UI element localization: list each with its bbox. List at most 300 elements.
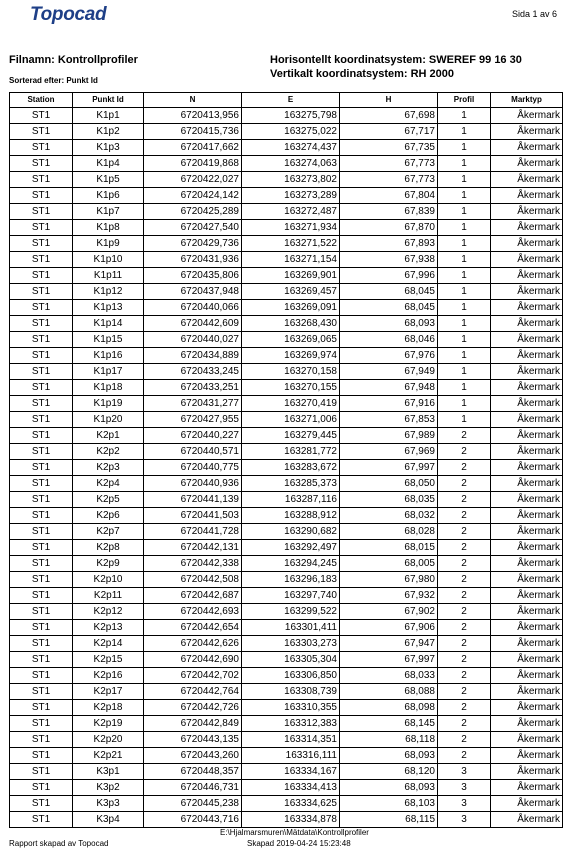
station-cell: ST1 bbox=[10, 332, 73, 348]
station-cell: ST1 bbox=[10, 380, 73, 396]
ground-type-cell: Åkermark bbox=[491, 540, 563, 556]
h-cell: 67,839 bbox=[340, 204, 438, 220]
ground-type-cell: Åkermark bbox=[491, 156, 563, 172]
n-cell: 6720442,131 bbox=[144, 540, 242, 556]
n-cell: 6720443,260 bbox=[144, 748, 242, 764]
ground-type-cell: Åkermark bbox=[491, 604, 563, 620]
table-row bbox=[10, 508, 563, 524]
station-cell: ST1 bbox=[10, 124, 73, 140]
h-cell: 67,893 bbox=[340, 236, 438, 252]
profile-cell: 2 bbox=[438, 652, 491, 668]
profile-cell: 3 bbox=[438, 764, 491, 780]
e-cell: 163316,111 bbox=[242, 748, 340, 764]
n-cell: 6720431,936 bbox=[144, 252, 242, 268]
e-cell: 163275,022 bbox=[242, 124, 340, 140]
e-cell: 163272,487 bbox=[242, 204, 340, 220]
point-id-cell: K2p21 bbox=[73, 748, 144, 764]
ground-type-cell: Åkermark bbox=[491, 444, 563, 460]
station-cell: ST1 bbox=[10, 668, 73, 684]
station-cell: ST1 bbox=[10, 764, 73, 780]
point-id-cell: K1p11 bbox=[73, 268, 144, 284]
ground-type-cell: Åkermark bbox=[491, 620, 563, 636]
point-id-cell: K1p17 bbox=[73, 364, 144, 380]
station-cell: ST1 bbox=[10, 156, 73, 172]
profile-cell: 1 bbox=[438, 316, 491, 332]
profile-cell: 1 bbox=[438, 412, 491, 428]
table-row bbox=[10, 348, 563, 364]
station-cell: ST1 bbox=[10, 300, 73, 316]
table-row bbox=[10, 412, 563, 428]
ground-type-cell: Åkermark bbox=[491, 380, 563, 396]
n-cell: 6720440,027 bbox=[144, 332, 242, 348]
table-row bbox=[10, 316, 563, 332]
h-cell: 68,005 bbox=[340, 556, 438, 572]
h-cell: 67,948 bbox=[340, 380, 438, 396]
station-cell: ST1 bbox=[10, 476, 73, 492]
table-row bbox=[10, 604, 563, 620]
h-cell: 67,853 bbox=[340, 412, 438, 428]
profile-cell: 2 bbox=[438, 604, 491, 620]
h-cell: 68,033 bbox=[340, 668, 438, 684]
n-cell: 6720442,849 bbox=[144, 716, 242, 732]
filename-label: Filnamn: Kontrollprofiler bbox=[9, 54, 138, 66]
point-id-cell: K2p1 bbox=[73, 428, 144, 444]
point-id-cell: K1p15 bbox=[73, 332, 144, 348]
n-cell: 6720442,626 bbox=[144, 636, 242, 652]
e-cell: 163270,155 bbox=[242, 380, 340, 396]
station-cell: ST1 bbox=[10, 508, 73, 524]
e-cell: 163308,739 bbox=[242, 684, 340, 700]
ground-type-cell: Åkermark bbox=[491, 236, 563, 252]
ground-type-cell: Åkermark bbox=[491, 780, 563, 796]
point-id-cell: K2p9 bbox=[73, 556, 144, 572]
profile-cell: 1 bbox=[438, 284, 491, 300]
profile-cell: 2 bbox=[438, 716, 491, 732]
station-cell: ST1 bbox=[10, 364, 73, 380]
point-id-cell: K3p2 bbox=[73, 780, 144, 796]
point-id-cell: K2p18 bbox=[73, 700, 144, 716]
station-cell: ST1 bbox=[10, 620, 73, 636]
n-cell: 6720441,503 bbox=[144, 508, 242, 524]
e-cell: 163271,006 bbox=[242, 412, 340, 428]
profile-cell: 2 bbox=[438, 508, 491, 524]
h-cell: 67,717 bbox=[340, 124, 438, 140]
point-id-cell: K1p10 bbox=[73, 252, 144, 268]
h-cell: 68,093 bbox=[340, 780, 438, 796]
h-cell: 68,035 bbox=[340, 492, 438, 508]
station-cell: ST1 bbox=[10, 780, 73, 796]
point-id-cell: K2p19 bbox=[73, 716, 144, 732]
point-id-cell: K2p6 bbox=[73, 508, 144, 524]
h-cell: 67,949 bbox=[340, 364, 438, 380]
station-cell: ST1 bbox=[10, 540, 73, 556]
station-cell: ST1 bbox=[10, 572, 73, 588]
table-body bbox=[10, 108, 563, 828]
station-cell: ST1 bbox=[10, 412, 73, 428]
ground-type-cell: Åkermark bbox=[491, 764, 563, 780]
profile-cell: 2 bbox=[438, 476, 491, 492]
point-id-cell: K2p14 bbox=[73, 636, 144, 652]
table-row bbox=[10, 476, 563, 492]
e-cell: 163283,672 bbox=[242, 460, 340, 476]
column-header-e: E bbox=[242, 93, 340, 108]
ground-type-cell: Åkermark bbox=[491, 316, 563, 332]
column-header-point-id: Punkt Id bbox=[73, 93, 144, 108]
station-cell: ST1 bbox=[10, 188, 73, 204]
n-cell: 6720433,251 bbox=[144, 380, 242, 396]
station-cell: ST1 bbox=[10, 748, 73, 764]
table-row bbox=[10, 732, 563, 748]
n-cell: 6720442,693 bbox=[144, 604, 242, 620]
point-id-cell: K2p15 bbox=[73, 652, 144, 668]
e-cell: 163269,091 bbox=[242, 300, 340, 316]
e-cell: 163274,437 bbox=[242, 140, 340, 156]
table-row bbox=[10, 540, 563, 556]
profile-cell: 2 bbox=[438, 444, 491, 460]
ground-type-cell: Åkermark bbox=[491, 652, 563, 668]
n-cell: 6720446,731 bbox=[144, 780, 242, 796]
profile-cell: 1 bbox=[438, 188, 491, 204]
table-row bbox=[10, 220, 563, 236]
n-cell: 6720448,357 bbox=[144, 764, 242, 780]
n-cell: 6720424,142 bbox=[144, 188, 242, 204]
profile-cell: 2 bbox=[438, 460, 491, 476]
h-cell: 68,046 bbox=[340, 332, 438, 348]
point-id-cell: K2p5 bbox=[73, 492, 144, 508]
table-row bbox=[10, 364, 563, 380]
table-row bbox=[10, 428, 563, 444]
ground-type-cell: Åkermark bbox=[491, 700, 563, 716]
ground-type-cell: Åkermark bbox=[491, 220, 563, 236]
e-cell: 163312,383 bbox=[242, 716, 340, 732]
point-id-cell: K1p8 bbox=[73, 220, 144, 236]
station-cell: ST1 bbox=[10, 140, 73, 156]
station-cell: ST1 bbox=[10, 524, 73, 540]
station-cell: ST1 bbox=[10, 172, 73, 188]
profile-cell: 2 bbox=[438, 588, 491, 604]
e-cell: 163334,878 bbox=[242, 812, 340, 828]
n-cell: 6720440,227 bbox=[144, 428, 242, 444]
ground-type-cell: Åkermark bbox=[491, 172, 563, 188]
e-cell: 163279,445 bbox=[242, 428, 340, 444]
ground-type-cell: Åkermark bbox=[491, 732, 563, 748]
table-row bbox=[10, 620, 563, 636]
e-cell: 163310,355 bbox=[242, 700, 340, 716]
profile-cell: 3 bbox=[438, 796, 491, 812]
profile-cell: 1 bbox=[438, 156, 491, 172]
n-cell: 6720443,135 bbox=[144, 732, 242, 748]
profile-cell: 3 bbox=[438, 780, 491, 796]
station-cell: ST1 bbox=[10, 108, 73, 124]
point-id-cell: K2p13 bbox=[73, 620, 144, 636]
e-cell: 163274,063 bbox=[242, 156, 340, 172]
profile-cell: 1 bbox=[438, 220, 491, 236]
profile-cell: 1 bbox=[438, 172, 491, 188]
point-id-cell: K1p2 bbox=[73, 124, 144, 140]
footer-file-path: E:\Hjalmarsmuren\Mätdata\Kontrollprofiler bbox=[220, 828, 369, 837]
ground-type-cell: Åkermark bbox=[491, 140, 563, 156]
profile-cell: 1 bbox=[438, 348, 491, 364]
profile-cell: 2 bbox=[438, 572, 491, 588]
n-cell: 6720433,245 bbox=[144, 364, 242, 380]
n-cell: 6720429,736 bbox=[144, 236, 242, 252]
table-row bbox=[10, 300, 563, 316]
table-row bbox=[10, 140, 563, 156]
profile-cell: 1 bbox=[438, 124, 491, 140]
e-cell: 163334,167 bbox=[242, 764, 340, 780]
h-cell: 68,088 bbox=[340, 684, 438, 700]
profile-cell: 2 bbox=[438, 620, 491, 636]
table-row bbox=[10, 444, 563, 460]
table-row bbox=[10, 284, 563, 300]
point-id-cell: K1p12 bbox=[73, 284, 144, 300]
profile-cell: 2 bbox=[438, 748, 491, 764]
n-cell: 6720415,736 bbox=[144, 124, 242, 140]
table-row bbox=[10, 268, 563, 284]
n-cell: 6720442,338 bbox=[144, 556, 242, 572]
ground-type-cell: Åkermark bbox=[491, 748, 563, 764]
n-cell: 6720442,609 bbox=[144, 316, 242, 332]
column-header-h: H bbox=[340, 93, 438, 108]
ground-type-cell: Åkermark bbox=[491, 188, 563, 204]
point-id-cell: K1p6 bbox=[73, 188, 144, 204]
profile-cell: 1 bbox=[438, 268, 491, 284]
table-row bbox=[10, 764, 563, 780]
point-id-cell: K2p12 bbox=[73, 604, 144, 620]
e-cell: 163271,934 bbox=[242, 220, 340, 236]
e-cell: 163306,850 bbox=[242, 668, 340, 684]
h-cell: 68,120 bbox=[340, 764, 438, 780]
profile-cell: 2 bbox=[438, 524, 491, 540]
e-cell: 163275,798 bbox=[242, 108, 340, 124]
h-cell: 67,735 bbox=[340, 140, 438, 156]
profile-cell: 2 bbox=[438, 732, 491, 748]
point-id-cell: K1p16 bbox=[73, 348, 144, 364]
table-row bbox=[10, 236, 563, 252]
e-cell: 163285,373 bbox=[242, 476, 340, 492]
table-row bbox=[10, 684, 563, 700]
h-cell: 67,947 bbox=[340, 636, 438, 652]
h-cell: 67,989 bbox=[340, 428, 438, 444]
ground-type-cell: Åkermark bbox=[491, 524, 563, 540]
ground-type-cell: Åkermark bbox=[491, 412, 563, 428]
station-cell: ST1 bbox=[10, 492, 73, 508]
h-cell: 68,118 bbox=[340, 732, 438, 748]
e-cell: 163269,457 bbox=[242, 284, 340, 300]
n-cell: 6720442,702 bbox=[144, 668, 242, 684]
h-cell: 68,098 bbox=[340, 700, 438, 716]
station-cell: ST1 bbox=[10, 812, 73, 828]
station-cell: ST1 bbox=[10, 284, 73, 300]
point-id-cell: K3p1 bbox=[73, 764, 144, 780]
e-cell: 163281,772 bbox=[242, 444, 340, 460]
point-id-cell: K2p3 bbox=[73, 460, 144, 476]
table-row bbox=[10, 460, 563, 476]
ground-type-cell: Åkermark bbox=[491, 508, 563, 524]
ground-type-cell: Åkermark bbox=[491, 668, 563, 684]
e-cell: 163301,411 bbox=[242, 620, 340, 636]
ground-type-cell: Åkermark bbox=[491, 204, 563, 220]
station-cell: ST1 bbox=[10, 796, 73, 812]
e-cell: 163288,912 bbox=[242, 508, 340, 524]
profile-cell: 1 bbox=[438, 108, 491, 124]
point-id-cell: K1p7 bbox=[73, 204, 144, 220]
table-row bbox=[10, 796, 563, 812]
table-row bbox=[10, 156, 563, 172]
point-id-cell: K2p11 bbox=[73, 588, 144, 604]
table-row bbox=[10, 748, 563, 764]
ground-type-cell: Åkermark bbox=[491, 284, 563, 300]
point-id-cell: K2p8 bbox=[73, 540, 144, 556]
h-cell: 67,980 bbox=[340, 572, 438, 588]
e-cell: 163273,289 bbox=[242, 188, 340, 204]
h-cell: 67,902 bbox=[340, 604, 438, 620]
e-cell: 163287,116 bbox=[242, 492, 340, 508]
ground-type-cell: Åkermark bbox=[491, 684, 563, 700]
e-cell: 163303,273 bbox=[242, 636, 340, 652]
ground-type-cell: Åkermark bbox=[491, 124, 563, 140]
table-row bbox=[10, 108, 563, 124]
horizontal-coordinate-system: Horisontellt koordinatsystem: SWEREF 99 16 30 bbox=[270, 54, 522, 66]
n-cell: 6720427,540 bbox=[144, 220, 242, 236]
n-cell: 6720419,868 bbox=[144, 156, 242, 172]
control-profile-table bbox=[9, 92, 563, 828]
n-cell: 6720437,948 bbox=[144, 284, 242, 300]
n-cell: 6720441,139 bbox=[144, 492, 242, 508]
profile-cell: 1 bbox=[438, 204, 491, 220]
station-cell: ST1 bbox=[10, 636, 73, 652]
point-id-cell: K1p14 bbox=[73, 316, 144, 332]
topocad-logo: Topocad bbox=[30, 4, 107, 25]
table-row bbox=[10, 716, 563, 732]
point-id-cell: K1p9 bbox=[73, 236, 144, 252]
h-cell: 68,115 bbox=[340, 812, 438, 828]
h-cell: 67,698 bbox=[340, 108, 438, 124]
n-cell: 6720443,716 bbox=[144, 812, 242, 828]
ground-type-cell: Åkermark bbox=[491, 108, 563, 124]
h-cell: 67,997 bbox=[340, 652, 438, 668]
point-id-cell: K3p4 bbox=[73, 812, 144, 828]
ground-type-cell: Åkermark bbox=[491, 572, 563, 588]
e-cell: 163334,413 bbox=[242, 780, 340, 796]
station-cell: ST1 bbox=[10, 556, 73, 572]
profile-cell: 2 bbox=[438, 556, 491, 572]
point-id-cell: K1p19 bbox=[73, 396, 144, 412]
station-cell: ST1 bbox=[10, 268, 73, 284]
profile-cell: 1 bbox=[438, 140, 491, 156]
point-id-cell: K3p3 bbox=[73, 796, 144, 812]
sorted-by-label: Sorterad efter: Punkt Id bbox=[9, 76, 98, 85]
point-id-cell: K2p4 bbox=[73, 476, 144, 492]
e-cell: 163297,740 bbox=[242, 588, 340, 604]
e-cell: 163271,154 bbox=[242, 252, 340, 268]
n-cell: 6720440,066 bbox=[144, 300, 242, 316]
profile-cell: 1 bbox=[438, 380, 491, 396]
table-row bbox=[10, 780, 563, 796]
n-cell: 6720442,654 bbox=[144, 620, 242, 636]
e-cell: 163305,304 bbox=[242, 652, 340, 668]
ground-type-cell: Åkermark bbox=[491, 252, 563, 268]
n-cell: 6720435,806 bbox=[144, 268, 242, 284]
profile-cell: 1 bbox=[438, 396, 491, 412]
table-row bbox=[10, 204, 563, 220]
table-header-row bbox=[10, 93, 563, 108]
profile-cell: 2 bbox=[438, 540, 491, 556]
point-id-cell: K1p3 bbox=[73, 140, 144, 156]
table-row bbox=[10, 556, 563, 572]
point-id-cell: K1p5 bbox=[73, 172, 144, 188]
table-row bbox=[10, 812, 563, 828]
n-cell: 6720442,690 bbox=[144, 652, 242, 668]
point-id-cell: K2p7 bbox=[73, 524, 144, 540]
n-cell: 6720445,238 bbox=[144, 796, 242, 812]
table-row bbox=[10, 188, 563, 204]
ground-type-cell: Åkermark bbox=[491, 588, 563, 604]
n-cell: 6720440,775 bbox=[144, 460, 242, 476]
point-id-cell: K2p17 bbox=[73, 684, 144, 700]
h-cell: 67,996 bbox=[340, 268, 438, 284]
station-cell: ST1 bbox=[10, 204, 73, 220]
n-cell: 6720422,027 bbox=[144, 172, 242, 188]
e-cell: 163334,625 bbox=[242, 796, 340, 812]
h-cell: 67,938 bbox=[340, 252, 438, 268]
station-cell: ST1 bbox=[10, 588, 73, 604]
table-row bbox=[10, 332, 563, 348]
e-cell: 163269,974 bbox=[242, 348, 340, 364]
table-row bbox=[10, 636, 563, 652]
profile-cell: 1 bbox=[438, 332, 491, 348]
station-cell: ST1 bbox=[10, 252, 73, 268]
column-header-station: Station bbox=[10, 93, 73, 108]
point-id-cell: K1p18 bbox=[73, 380, 144, 396]
station-cell: ST1 bbox=[10, 220, 73, 236]
profile-cell: 2 bbox=[438, 668, 491, 684]
h-cell: 67,773 bbox=[340, 172, 438, 188]
station-cell: ST1 bbox=[10, 348, 73, 364]
n-cell: 6720440,936 bbox=[144, 476, 242, 492]
e-cell: 163273,802 bbox=[242, 172, 340, 188]
e-cell: 163270,419 bbox=[242, 396, 340, 412]
n-cell: 6720442,508 bbox=[144, 572, 242, 588]
table-row bbox=[10, 524, 563, 540]
station-cell: ST1 bbox=[10, 604, 73, 620]
profile-cell: 1 bbox=[438, 300, 491, 316]
profile-cell: 2 bbox=[438, 684, 491, 700]
ground-type-cell: Åkermark bbox=[491, 428, 563, 444]
station-cell: ST1 bbox=[10, 396, 73, 412]
table-row bbox=[10, 700, 563, 716]
n-cell: 6720425,289 bbox=[144, 204, 242, 220]
profile-cell: 2 bbox=[438, 492, 491, 508]
station-cell: ST1 bbox=[10, 652, 73, 668]
h-cell: 67,773 bbox=[340, 156, 438, 172]
h-cell: 68,050 bbox=[340, 476, 438, 492]
ground-type-cell: Åkermark bbox=[491, 476, 563, 492]
ground-type-cell: Åkermark bbox=[491, 812, 563, 828]
n-cell: 6720442,764 bbox=[144, 684, 242, 700]
h-cell: 68,028 bbox=[340, 524, 438, 540]
profile-cell: 3 bbox=[438, 812, 491, 828]
e-cell: 163270,158 bbox=[242, 364, 340, 380]
table-row bbox=[10, 588, 563, 604]
h-cell: 67,932 bbox=[340, 588, 438, 604]
vertical-coordinate-system: Vertikalt koordinatsystem: RH 2000 bbox=[270, 68, 455, 80]
ground-type-cell: Åkermark bbox=[491, 796, 563, 812]
n-cell: 6720431,277 bbox=[144, 396, 242, 412]
e-cell: 163269,065 bbox=[242, 332, 340, 348]
h-cell: 67,916 bbox=[340, 396, 438, 412]
n-cell: 6720413,956 bbox=[144, 108, 242, 124]
